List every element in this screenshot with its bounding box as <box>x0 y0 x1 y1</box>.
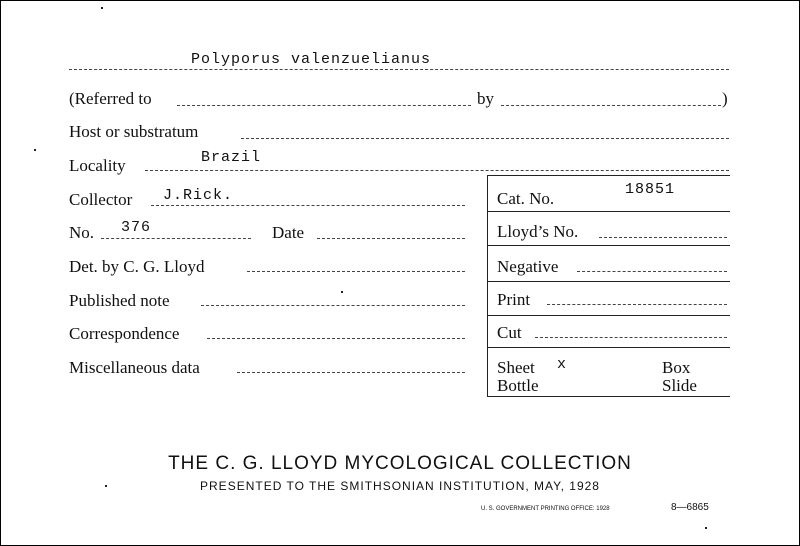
box-divider <box>487 245 730 246</box>
locality-line <box>145 170 729 171</box>
published-label: Published note <box>69 291 170 310</box>
negative-label: Negative <box>497 257 559 276</box>
collection-title: THE C. G. LLOYD MYCOLOGICAL COLLECTION <box>168 453 632 474</box>
det-label: Det. by C. G. Lloyd <box>69 257 205 276</box>
misc-line <box>237 372 465 373</box>
print-label: Print <box>497 290 531 309</box>
bottle-label: Bottle <box>497 376 539 395</box>
box-top-border <box>487 175 730 176</box>
collector-line <box>151 205 465 206</box>
box-label: Box <box>662 358 691 377</box>
box-divider <box>487 281 730 282</box>
date-line <box>317 238 465 239</box>
det-line <box>247 271 465 272</box>
by-label: by <box>477 89 494 108</box>
date-label: Date <box>272 223 305 242</box>
cut-label: Cut <box>497 323 522 342</box>
misc-label: Miscellaneous data <box>69 358 200 377</box>
lloyds-no-line <box>599 237 727 238</box>
cut-line <box>535 337 727 338</box>
box-divider <box>487 211 730 212</box>
close-paren: ) <box>722 89 728 108</box>
collection-subtitle: PRESENTED TO THE SMITHSONIAN INSTITUTION, MAY, 1928 <box>200 479 600 493</box>
cat-no-value: 18851 <box>625 181 676 198</box>
slide-label: Slide <box>662 376 697 395</box>
box-divider <box>487 347 730 348</box>
collector-value: J.Rick. <box>163 187 234 204</box>
no-label: No. <box>69 223 95 242</box>
cat-no-label: Cat. No. <box>497 189 555 208</box>
no-line <box>101 238 251 239</box>
printing-office-imprint: U. S. GOVERNMENT PRINTING OFFICE: 1928 <box>481 506 610 512</box>
referred-to-label: (Referred to <box>69 89 152 108</box>
locality-label: Locality <box>69 156 126 175</box>
negative-line <box>577 271 727 272</box>
by-line <box>501 105 721 106</box>
form-number: 8—6865 <box>671 502 709 513</box>
box-divider <box>487 315 730 316</box>
published-line <box>201 305 465 306</box>
scan-speck <box>705 527 707 529</box>
sheet-mark: x <box>557 356 568 373</box>
print-line <box>547 304 727 305</box>
no-value: 376 <box>121 219 152 236</box>
host-line <box>241 138 729 139</box>
sheet-label: Sheet <box>497 358 535 377</box>
referred-to-line <box>177 105 471 106</box>
scan-speck <box>34 149 36 151</box>
scan-speck <box>101 7 103 9</box>
species-name: Polyporus valenzuelianus <box>191 51 432 68</box>
locality-value: Brazil <box>201 149 262 166</box>
box-bottom-border <box>487 396 730 397</box>
scan-speck <box>341 291 343 293</box>
box-left-border <box>487 175 488 397</box>
lloyds-no-label: Lloyd’s No. <box>497 222 579 241</box>
species-line <box>69 69 729 70</box>
collector-label: Collector <box>69 190 133 209</box>
scan-speck <box>105 485 107 487</box>
correspondence-line <box>207 338 465 339</box>
correspondence-label: Correspondence <box>69 324 180 343</box>
host-label: Host or substratum <box>69 122 199 141</box>
